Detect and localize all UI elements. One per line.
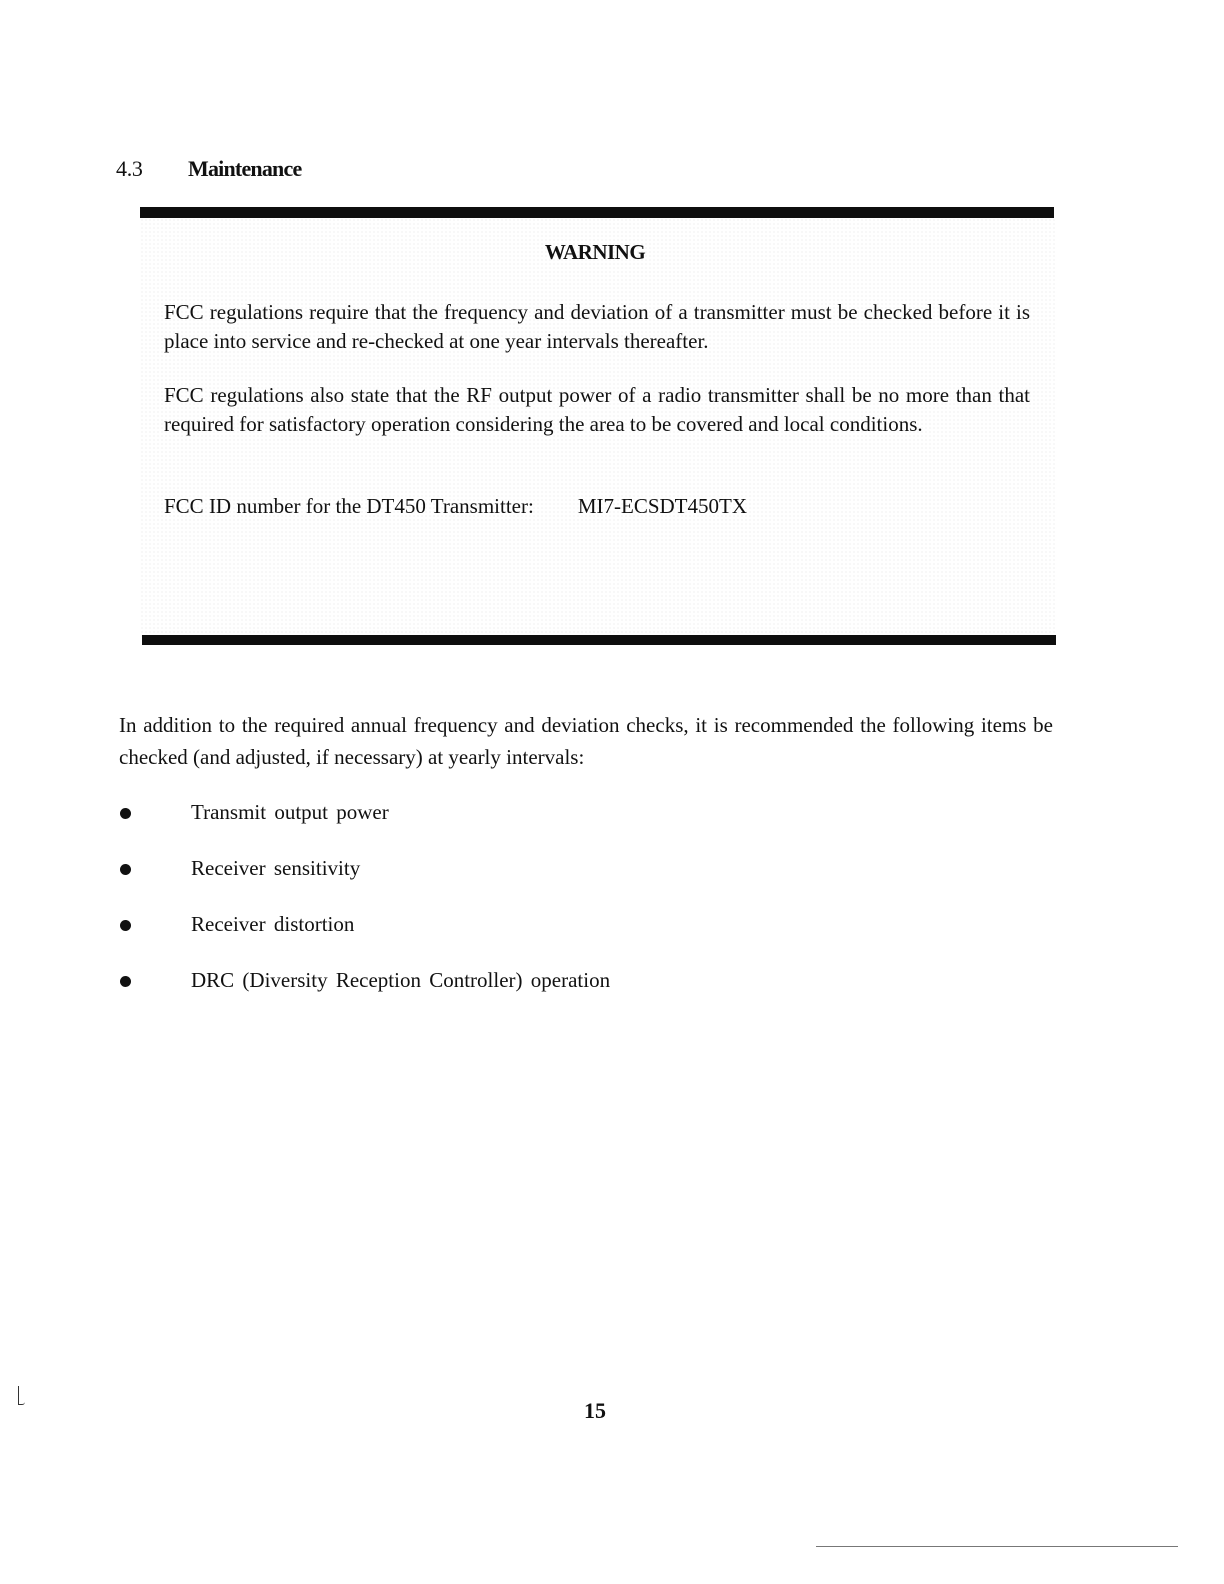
fcc-id-label: FCC ID number for the DT450 Transmitter:: [164, 494, 534, 518]
section-number: 4.3: [116, 156, 143, 181]
scan-artifact-line: [816, 1546, 1178, 1547]
bullet-icon: [120, 808, 131, 819]
section-title: Maintenance: [188, 156, 302, 181]
warning-paragraph-power: FCC regulations also state that the RF output power of a radio transmitter shall be no more than that required for satisfactory operation considering the area to be covered and local conditions.: [164, 383, 1030, 436]
warning-paragraph-frequency: FCC regulations require that the frequency and deviation of a transmitter must be checked before it is place into service and re-checked at one year intervals thereafter.: [164, 300, 1030, 353]
list-item-text: Receiver distortion: [191, 912, 355, 936]
list-item-text: Receiver sensitivity: [191, 856, 361, 880]
fcc-id-line: [164, 494, 747, 519]
bullet-icon: [120, 864, 131, 875]
bullet-icon: [120, 976, 131, 987]
bullet-icon: [120, 920, 131, 931]
page-number: 15: [584, 1398, 606, 1423]
scan-artifact-mark: [18, 1386, 25, 1405]
section-heading: [116, 156, 301, 182]
warning-title: WARNING: [544, 240, 646, 264]
warning-bottom-rule: [142, 635, 1056, 645]
warning-top-rule: [140, 207, 1054, 218]
maintenance-intro: In addition to the required annual frequency and deviation checks, it is recommended the following items be checked (and adjusted, if necessary) at yearly intervals:: [119, 713, 1053, 769]
list-item-text: Transmit output power: [191, 800, 389, 824]
fcc-id-value: MI7-ECSDT450TX: [577, 494, 747, 518]
list-item-text: DRC (Diversity Reception Controller) operation: [191, 968, 611, 992]
